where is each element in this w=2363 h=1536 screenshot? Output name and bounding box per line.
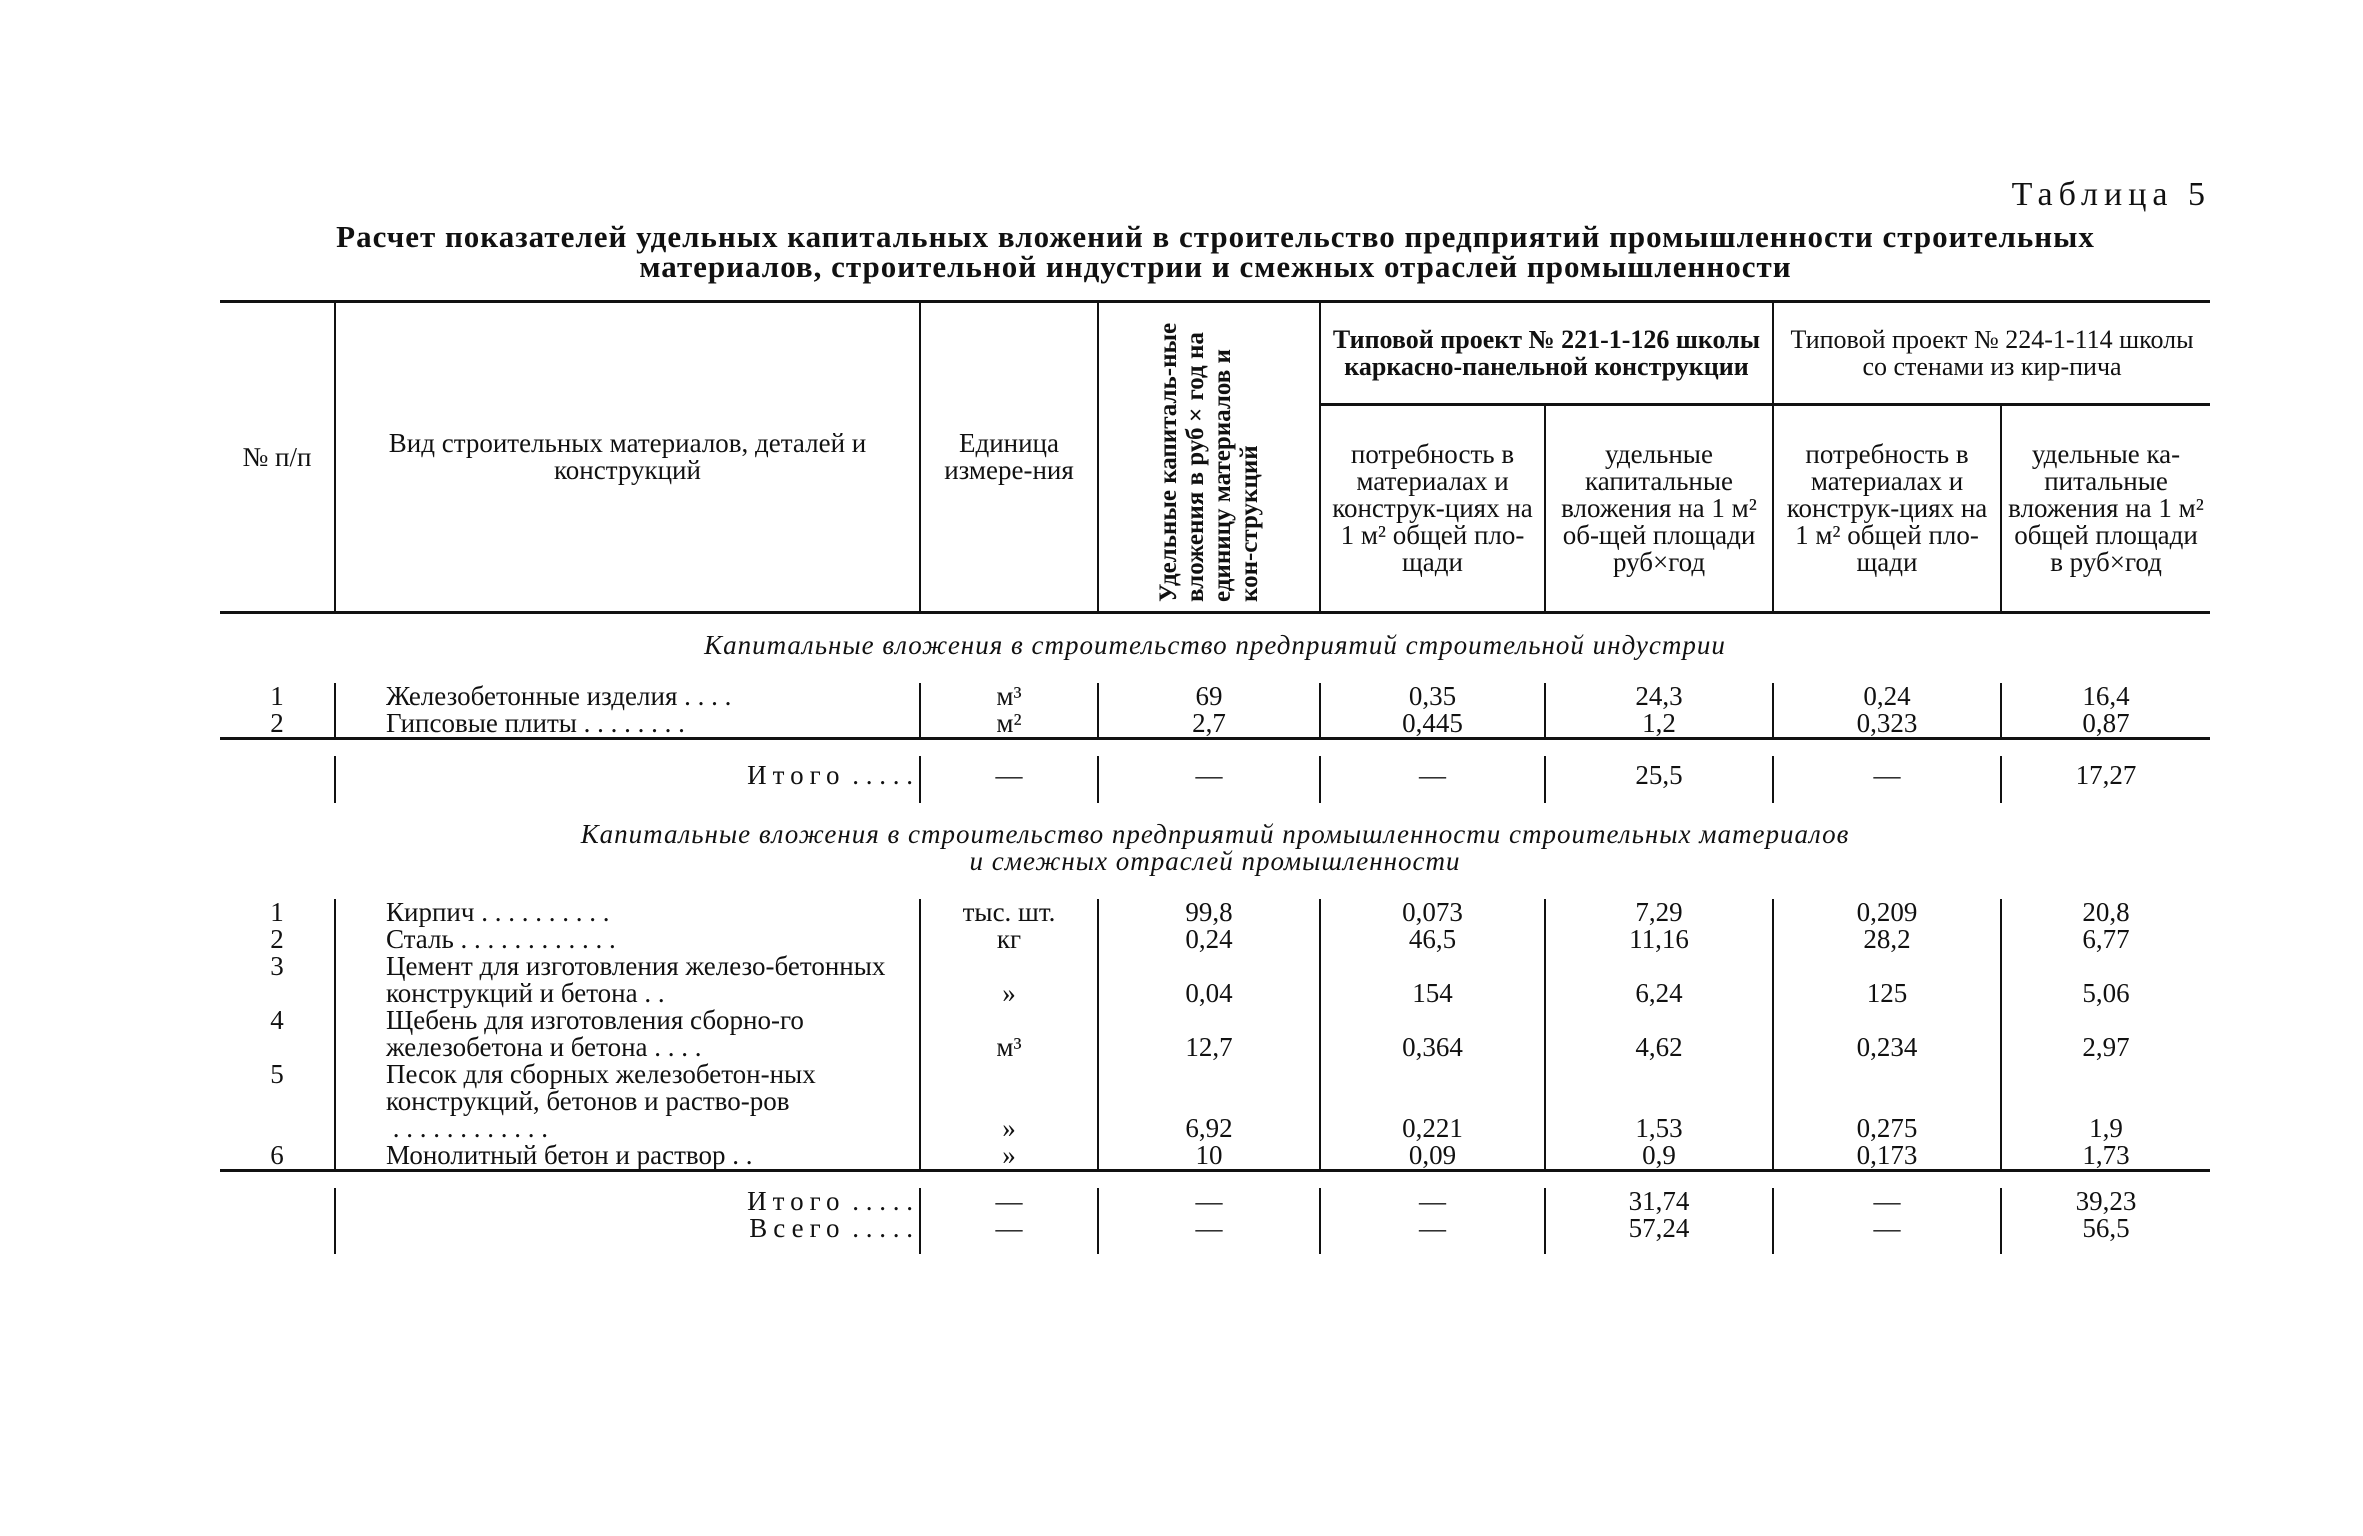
row-cap-1: 7,29 <box>1545 899 1773 926</box>
header-cap-1: удельные капитальные вложения на 1 м² об-щей площади руб×год <box>1545 405 1773 613</box>
row-cap-2: 16,4 <box>2001 683 2210 710</box>
row-need-1: 0,35 <box>1320 683 1545 710</box>
grand-cap-1: 57,24 <box>1545 1215 1773 1254</box>
row-cap-2: 5,06 <box>2001 953 2210 1007</box>
row-spec: 2,7 <box>1098 710 1320 739</box>
section-1-rows <box>220 683 2210 739</box>
row-spec: 0,04 <box>1098 953 1320 1007</box>
row-spec: 0,24 <box>1098 926 1320 953</box>
row-cap-2: 2,97 <box>2001 1007 2210 1061</box>
table-row <box>220 683 2210 710</box>
section-2-title <box>220 803 2210 899</box>
row-num: 4 <box>270 1005 284 1035</box>
header-name: Вид строительных материалов, деталей и конструкций <box>335 302 920 613</box>
total-label: Итого . . . . . <box>335 1188 920 1215</box>
total-need-2: — <box>1773 756 2001 803</box>
grand-cap-2: 56,5 <box>2001 1215 2210 1254</box>
row-name: Песок для сборных железобетон-ных конструкций, бетонов и раство-ров . . . . . . . . . . . . <box>335 1061 920 1142</box>
header-need-2: потребность в материалах и конструк-циях на 1 м² общей пло-щади <box>1773 405 2001 613</box>
row-need-1: 154 <box>1320 953 1545 1007</box>
row-spec: 12,7 <box>1098 1007 1320 1061</box>
row-cap-1: 1,2 <box>1545 710 1773 739</box>
section-1-title: Капитальные вложения в строительство предприятий строительной индустрии <box>704 630 1726 660</box>
row-num: 5 <box>270 1059 284 1089</box>
table-row <box>220 953 2210 1007</box>
row-num: 1 <box>270 897 284 927</box>
row-cap-1: 11,16 <box>1545 926 1773 953</box>
row-unit: м² <box>920 710 1098 739</box>
grand-total-row <box>220 1215 2210 1254</box>
row-cap-2: 0,87 <box>2001 710 2210 739</box>
row-spec: 99,8 <box>1098 899 1320 926</box>
row-name: Цемент для изготовления железо-бетонных конструкций и бетона . . <box>335 953 920 1007</box>
table-label: Таблица 5 <box>2011 176 2211 213</box>
total-cap-1: 25,5 <box>1545 756 1773 803</box>
row-num: 2 <box>270 708 284 738</box>
total-spec: — <box>1098 756 1320 803</box>
row-name: Щебень для изготовления сборно-го железобетона и бетона . . . . <box>335 1007 920 1061</box>
table-row <box>220 1142 2210 1171</box>
table-row <box>220 926 2210 953</box>
section-2-rows <box>220 899 2210 1171</box>
separator <box>220 739 2210 757</box>
row-need-1: 0,445 <box>1320 710 1545 739</box>
header-need-1: потребность в материалах и конструк-циях на 1 м² общей пло-щади <box>1320 405 1545 613</box>
row-unit: кг <box>920 926 1098 953</box>
row-spec: 6,92 <box>1098 1061 1320 1142</box>
row-need-1: 0,073 <box>1320 899 1545 926</box>
row-unit: » <box>920 953 1098 1007</box>
row-unit: » <box>920 1142 1098 1171</box>
row-cap-2: 20,8 <box>2001 899 2210 926</box>
row-num: 1 <box>270 681 284 711</box>
row-spec: 10 <box>1098 1142 1320 1171</box>
section-2-total-row <box>220 1188 2210 1215</box>
row-need-2: 0,24 <box>1773 683 2001 710</box>
header-project-2: Типовой проект № 224-1-114 школы со стенами из кир-пича <box>1773 302 2210 405</box>
total-spec: — <box>1098 1188 1320 1215</box>
total-unit: — <box>920 1188 1098 1215</box>
total-unit: — <box>920 756 1098 803</box>
total-cap-2: 39,23 <box>2001 1188 2210 1215</box>
grand-label: Всего . . . . . <box>335 1215 920 1254</box>
row-unit: м³ <box>920 1007 1098 1061</box>
section-1-header <box>220 613 2210 684</box>
row-name: Сталь . . . . . . . . . . . . <box>335 926 920 953</box>
table-row <box>220 710 2210 739</box>
total-cap-1: 31,74 <box>1545 1188 1773 1215</box>
total-need-1: — <box>1320 756 1545 803</box>
row-cap-1: 24,3 <box>1545 683 1773 710</box>
row-name: Кирпич . . . . . . . . . . <box>335 899 920 926</box>
header-row-1 <box>220 302 2210 405</box>
row-need-2: 0,234 <box>1773 1007 2001 1061</box>
total-cap-2: 17,27 <box>2001 756 2210 803</box>
header-num: № п/п <box>220 302 335 613</box>
row-spec: 69 <box>1098 683 1320 710</box>
header-cap-2: удельные ка-питальные вложения на 1 м² общей площади в руб×год <box>2001 405 2210 613</box>
row-need-2: 0,173 <box>1773 1142 2001 1171</box>
table-row <box>220 1007 2210 1061</box>
row-need-2: 125 <box>1773 953 2001 1007</box>
row-need-1: 46,5 <box>1320 926 1545 953</box>
row-unit: » <box>920 1061 1098 1142</box>
row-need-1: 0,09 <box>1320 1142 1545 1171</box>
row-cap-1: 4,62 <box>1545 1007 1773 1061</box>
row-num: 3 <box>270 951 284 981</box>
section-2-title-line-1: Капитальные вложения в строительство предприятий промышленности строительных материалов <box>580 819 1850 849</box>
row-cap-1: 0,9 <box>1545 1142 1773 1171</box>
row-need-1: 0,364 <box>1320 1007 1545 1061</box>
row-name: Гипсовые плиты . . . . . . . . <box>335 710 920 739</box>
row-cap-2: 1,73 <box>2001 1142 2210 1171</box>
total-label: Итого . . . . . <box>335 756 920 803</box>
row-need-2: 28,2 <box>1773 926 2001 953</box>
capital-investment-table <box>220 300 2210 1254</box>
total-need-1: — <box>1320 1188 1545 1215</box>
section-2-header <box>220 803 2210 899</box>
row-cap-2: 6,77 <box>2001 926 2210 953</box>
row-num: 2 <box>270 924 284 954</box>
table-row <box>220 1061 2210 1142</box>
grand-need-2: — <box>1773 1215 2001 1254</box>
section-1-total-row <box>220 756 2210 803</box>
header-specific-text: Удельные капиталь-ные вложения в руб×год на единицу материалов и кон-струкций <box>1155 322 1263 602</box>
row-need-1: 0,221 <box>1320 1061 1545 1142</box>
table-row <box>220 899 2210 926</box>
total-need-2: — <box>1773 1188 2001 1215</box>
header-project-1: Типовой проект № 221-1-126 школы каркасно-панельной конструкции <box>1320 302 1773 405</box>
title-line-2: материалов, строительной индустрии и смежных отраслей промышленности <box>639 249 1792 284</box>
row-cap-2: 1,9 <box>2001 1061 2210 1142</box>
row-cap-1: 6,24 <box>1545 953 1773 1007</box>
header-specific <box>1098 302 1320 613</box>
row-unit: тыс. шт. <box>920 899 1098 926</box>
grand-spec: — <box>1098 1215 1320 1254</box>
row-name: Монолитный бетон и раствор . . <box>335 1142 920 1171</box>
section-2-title-line-2: и смежных отраслей промышленности <box>969 846 1461 876</box>
table-title <box>220 219 2211 284</box>
header-unit: Единица измере-ния <box>920 302 1098 613</box>
row-need-2: 0,323 <box>1773 710 2001 739</box>
row-need-2: 0,275 <box>1773 1061 2001 1142</box>
title-line-1: Расчет показателей удельных капитальных вложений в строительство предприятий промышленности строительных <box>336 219 2095 254</box>
row-need-2: 0,209 <box>1773 899 2001 926</box>
grand-unit: — <box>920 1215 1098 1254</box>
grand-need-1: — <box>1320 1215 1545 1254</box>
row-name: Железобетонные изделия . . . . <box>335 683 920 710</box>
row-cap-1: 1,53 <box>1545 1061 1773 1142</box>
row-num: 6 <box>270 1140 284 1170</box>
row-unit: м³ <box>920 683 1098 710</box>
